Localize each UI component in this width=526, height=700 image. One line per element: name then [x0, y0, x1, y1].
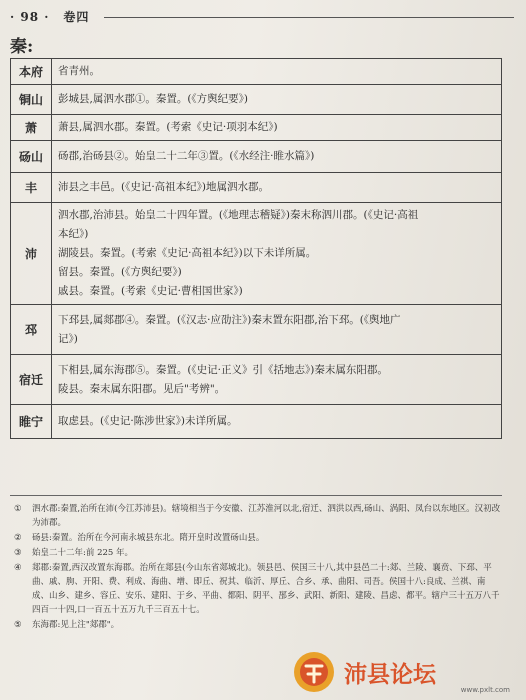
table-row: [11, 173, 502, 203]
forum-logo-icon: [292, 650, 336, 694]
header-rule: [104, 17, 514, 18]
forum-watermark: [292, 648, 518, 696]
section-title: 秦:: [10, 37, 34, 57]
entry-line: 戚县。秦置。(考索《史记·曹相国世家》): [58, 285, 243, 297]
entry-text: [52, 59, 502, 85]
entry-line: 萧县,属泗水郡。秦置。(考索《史记·项羽本纪》): [58, 121, 278, 133]
entry-line: 下邳县,属郯郡④。秦置。(《汉志·应劭注》)秦末置东阳郡,治下邳。(《舆地广: [58, 313, 401, 326]
place-name: 邳: [11, 305, 52, 355]
footnote-number: ①: [14, 504, 22, 514]
entry-line: 本纪》): [58, 228, 89, 240]
entry-text: [52, 85, 502, 115]
entry-text: [52, 405, 502, 439]
entry-line: 湖陵县。秦置。(考索《史记·高祖本纪》)以下未详所属。: [58, 247, 317, 259]
entry-text: [52, 355, 502, 405]
entry-text: [52, 141, 502, 173]
footnote-number: ②: [14, 533, 22, 543]
table-row: [11, 59, 502, 85]
table-row: [11, 85, 502, 115]
table-row: [11, 115, 502, 141]
place-name: 睢宁: [11, 405, 52, 439]
footnote: [14, 618, 502, 632]
forum-logo-text: 沛县论坛: [344, 660, 436, 688]
entry-line: 省青州。: [58, 65, 100, 77]
entry-text: [52, 173, 502, 203]
entry-line: 泗水郡,治沛县。始皇二十四年置。(《地理志稽疑》)秦末称泗川郡。(《史记·高祖: [58, 209, 419, 221]
table-row: [11, 141, 502, 173]
page-header: [10, 8, 89, 25]
entry-line: 取虑县。(《史记·陈涉世家》)未详所属。: [58, 415, 238, 427]
entry-line: 陵县。秦末属东阳郡。见后"考辨"。: [58, 382, 226, 395]
entry-text: [52, 203, 502, 305]
place-name: 沛: [11, 203, 52, 305]
entry-line: 彭城县,属泗水郡①。秦置。(《方舆纪要》): [58, 93, 249, 105]
entry-text: [52, 305, 502, 355]
place-name: 砀山: [11, 141, 52, 173]
footnote-text: 郯郡:秦置,西汉改置东海郡。治所在郯县(今山东省郯城北)。领县邑、侯国三十八,其中县邑二十:郯、兰陵、襄贲、下邳、平曲、戚、朐、开阳、费、利成、海曲、增、即丘、祝其、临沂、厚丘、合乡、承、曲阳、司吾。侯国十八:良成、兰祺、南成、山乡、建乡、容丘、安乐、建阳、于乡、平曲、都阳、阴平、郚乡、武阳、新阳、建陵、昌虑、都平。辖户三十五万八千四百一十四,口一百五十五万九千三百五十七。: [32, 563, 500, 615]
page-number: · 98 ·: [10, 10, 50, 24]
table-row: [11, 405, 502, 439]
place-name: 铜山: [11, 85, 52, 115]
forum-url: www.pxlt.com: [460, 686, 510, 694]
entry-line: 沛县之丰邑。(《史记·高祖本纪》)地属泗水郡。: [58, 181, 270, 193]
place-name: 宿迁: [11, 355, 52, 405]
table-row: [11, 203, 502, 305]
footnote-rule: [10, 495, 502, 496]
entry-text: [52, 115, 502, 141]
entry-line: 留县。秦置。(《方舆纪要》): [58, 266, 182, 278]
footnote-number: ③: [14, 548, 22, 558]
footnote: [14, 546, 502, 560]
footnote-number: ⑤: [14, 620, 22, 630]
footnote-text: 始皇二十二年:前 225 年。: [32, 548, 133, 558]
table-row: [11, 305, 502, 355]
place-name: 丰: [11, 173, 52, 203]
footnote-text: 泗水郡:秦置,治所在沛(今江苏沛县)。辖境相当于今安徽、江苏淮河以北,宿迁、泗洪以西,砀山、涡阳、凤台以东地区。汉初改为沛郡。: [32, 504, 501, 528]
entry-line: 砀郡,治砀县②。始皇二十二年③置。(《水经注·睢水篇》): [58, 150, 315, 162]
footnotes: [14, 502, 502, 632]
place-name: 本府: [11, 59, 52, 85]
chapter-title: 卷四: [63, 10, 90, 24]
footnote: [14, 531, 502, 545]
table-row: [11, 355, 502, 405]
entry-line: 记》): [58, 332, 78, 345]
footnote-text: 东海郡:见上注"郯郡"。: [32, 620, 120, 630]
footnote-text: 砀县:秦置。治所在今河南永城县东北。隋开皇时改置砀山县。: [32, 533, 265, 543]
gazetteer-table: [10, 58, 502, 439]
entry-line: 下相县,属东海郡⑤。秦置。(《史记·正义》引《括地志》)秦末属东阳郡。: [58, 363, 388, 376]
footnote-number: ④: [14, 563, 22, 573]
place-name: 萧: [11, 115, 52, 141]
footnote: [14, 561, 502, 617]
footnote: [14, 502, 502, 530]
